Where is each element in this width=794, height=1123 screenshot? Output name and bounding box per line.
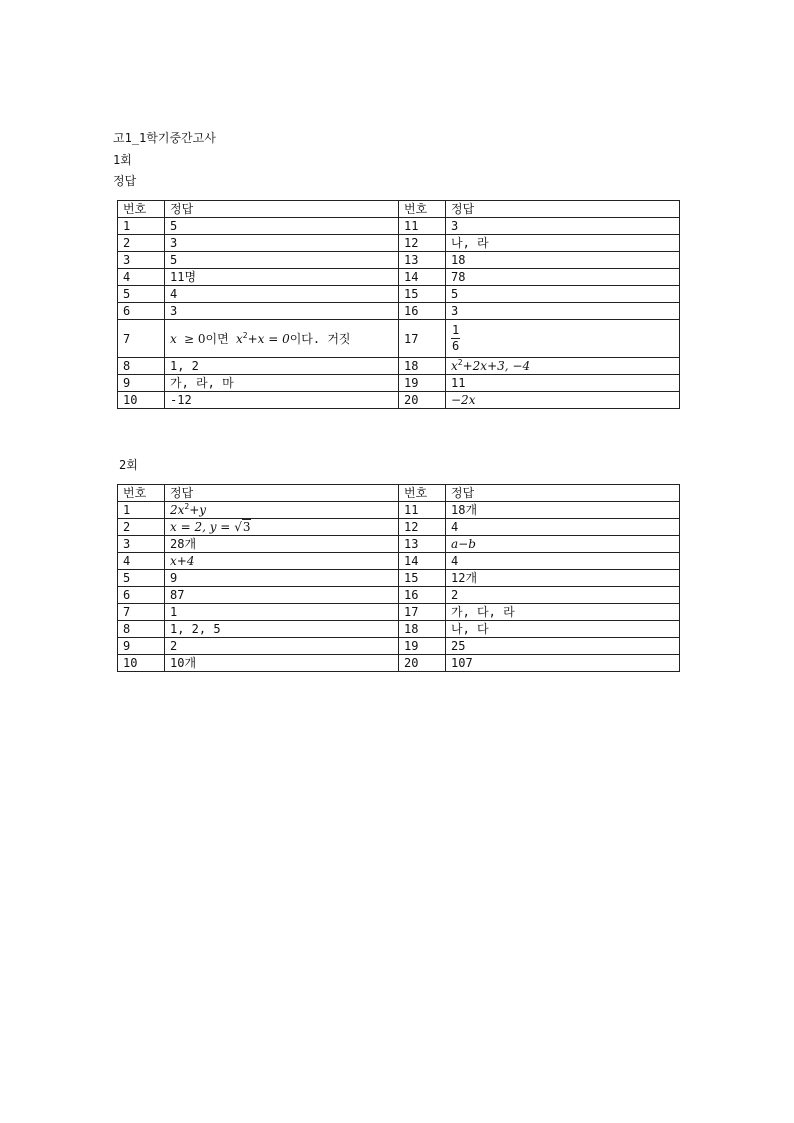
question-number: 2	[118, 235, 165, 252]
answer-cell: 가, 라, 마	[165, 375, 399, 392]
question-number: 6	[118, 303, 165, 320]
math-expression: +x = 0	[247, 331, 290, 346]
question-number: 12	[399, 519, 446, 536]
answer-cell: 3	[446, 218, 680, 235]
table-row	[118, 235, 680, 252]
question-number: 10	[118, 392, 165, 409]
answer-cell: 9	[165, 570, 399, 587]
answer-cell: 4	[165, 286, 399, 303]
header-number: 번호	[399, 201, 446, 218]
answer-cell: 11명	[165, 269, 399, 286]
math-text: 이면	[205, 331, 229, 346]
question-number: 1	[118, 218, 165, 235]
question-number: 4	[118, 553, 165, 570]
fraction-denominator: 6	[452, 339, 460, 353]
answer-cell	[446, 536, 680, 553]
question-number: 13	[399, 252, 446, 269]
section-2-label: 2회	[119, 458, 138, 472]
answer-cell	[446, 358, 680, 375]
math-inequality: ≥ 0	[184, 331, 206, 346]
answer-cell: 18	[446, 252, 680, 269]
question-number: 12	[399, 235, 446, 252]
answer-cell: 12개	[446, 570, 680, 587]
math-exponent: 2	[184, 502, 190, 511]
question-number: 15	[399, 286, 446, 303]
question-number: 10	[118, 655, 165, 672]
answer-cell: 25	[446, 638, 680, 655]
question-number: 1	[118, 502, 165, 519]
answers-label: 정답	[113, 174, 137, 188]
table-header-row	[118, 201, 680, 218]
sqrt-sign: √	[234, 520, 242, 534]
question-number: 11	[399, 218, 446, 235]
answer-cell: 87	[165, 587, 399, 604]
answer-cell: 1	[165, 604, 399, 621]
question-number: 7	[118, 604, 165, 621]
header-answer: 정답	[165, 485, 399, 502]
answer-cell	[165, 519, 399, 536]
question-number: 17	[399, 604, 446, 621]
table-row	[118, 218, 680, 235]
question-number: 11	[399, 502, 446, 519]
header-answer: 정답	[165, 201, 399, 218]
table-row	[118, 536, 680, 553]
table-row	[118, 553, 680, 570]
table-row	[118, 320, 680, 358]
question-number: 17	[399, 320, 446, 358]
question-number: 6	[118, 587, 165, 604]
question-number: 9	[118, 638, 165, 655]
math-expression: a−b	[451, 537, 476, 551]
question-number: 5	[118, 286, 165, 303]
table-row	[118, 358, 680, 375]
question-number: 20	[399, 392, 446, 409]
table-row	[118, 502, 680, 519]
answer-cell: 10개	[165, 655, 399, 672]
math-exponent: 2	[242, 330, 248, 340]
question-number: 2	[118, 519, 165, 536]
question-number: 19	[399, 638, 446, 655]
question-number: 3	[118, 252, 165, 269]
question-number: 19	[399, 375, 446, 392]
math-expression: x+4	[170, 554, 195, 568]
sqrt-radicand: 3	[242, 520, 251, 534]
table-row	[118, 570, 680, 587]
question-number: 14	[399, 269, 446, 286]
question-number: 16	[399, 303, 446, 320]
math-expression: x = 2, y =	[170, 520, 235, 534]
header-number: 번호	[118, 201, 165, 218]
table-row	[118, 638, 680, 655]
answer-cell: 2	[165, 638, 399, 655]
section-1-label: 1회	[113, 153, 132, 167]
math-exponent: 2	[457, 358, 463, 367]
math-expression: +y	[189, 503, 207, 517]
answer-cell	[165, 553, 399, 570]
table-row	[118, 252, 680, 269]
answer-cell: 5	[446, 286, 680, 303]
table-row	[118, 303, 680, 320]
answer-cell: 1, 2	[165, 358, 399, 375]
answer-cell: 5	[165, 252, 399, 269]
answer-cell: 나, 다	[446, 621, 680, 638]
answer-cell: 나, 라	[446, 235, 680, 252]
answer-cell	[446, 392, 680, 409]
fraction	[451, 323, 460, 354]
answer-cell	[165, 502, 399, 519]
answer-cell: 3	[446, 303, 680, 320]
math-text: 이다. 거짓	[289, 331, 351, 346]
header-answer: 정답	[446, 485, 680, 502]
table-row	[118, 604, 680, 621]
doc-title: 고1_1학기중간고사	[113, 131, 216, 145]
question-number: 5	[118, 570, 165, 587]
math-variable: x	[235, 331, 243, 346]
answer-cell: 가, 다, 라	[446, 604, 680, 621]
answer-cell: 2	[446, 587, 680, 604]
table-row	[118, 392, 680, 409]
question-number: 20	[399, 655, 446, 672]
question-number: 4	[118, 269, 165, 286]
header-number: 번호	[399, 485, 446, 502]
math-variable: x	[451, 359, 458, 373]
answer-table-1	[117, 200, 680, 409]
question-number: 8	[118, 621, 165, 638]
header-number: 번호	[118, 485, 165, 502]
answer-cell: 5	[165, 218, 399, 235]
table-row	[118, 519, 680, 536]
math-expression: 2x	[170, 503, 185, 517]
question-number: 13	[399, 536, 446, 553]
question-number: 8	[118, 358, 165, 375]
table-row	[118, 587, 680, 604]
question-number: 18	[399, 621, 446, 638]
answer-cell	[446, 320, 680, 358]
header-answer: 정답	[446, 201, 680, 218]
question-number: 18	[399, 358, 446, 375]
table-row	[118, 269, 680, 286]
answer-cell: 11	[446, 375, 680, 392]
table-row	[118, 621, 680, 638]
fraction-numerator: 1	[452, 323, 460, 337]
question-number: 14	[399, 553, 446, 570]
table-header-row	[118, 485, 680, 502]
table-row	[118, 375, 680, 392]
answer-table-2	[117, 484, 680, 672]
question-number: 9	[118, 375, 165, 392]
answer-cell: 28개	[165, 536, 399, 553]
answer-cell: 4	[446, 519, 680, 536]
answer-cell: -12	[165, 392, 399, 409]
answer-cell	[165, 320, 399, 358]
answer-cell: 3	[165, 303, 399, 320]
table-row	[118, 286, 680, 303]
question-number: 15	[399, 570, 446, 587]
math-expression: −2x	[451, 393, 476, 407]
answer-cell: 78	[446, 269, 680, 286]
answer-cell: 18개	[446, 502, 680, 519]
question-number: 3	[118, 536, 165, 553]
math-expression: +2x+3, −4	[462, 359, 531, 373]
answer-cell: 1, 2, 5	[165, 621, 399, 638]
answer-cell: 3	[165, 235, 399, 252]
question-number: 16	[399, 587, 446, 604]
question-number: 7	[118, 320, 165, 358]
math-variable: x	[170, 331, 177, 346]
answer-cell: 4	[446, 553, 680, 570]
table-row	[118, 655, 680, 672]
answer-cell: 107	[446, 655, 680, 672]
